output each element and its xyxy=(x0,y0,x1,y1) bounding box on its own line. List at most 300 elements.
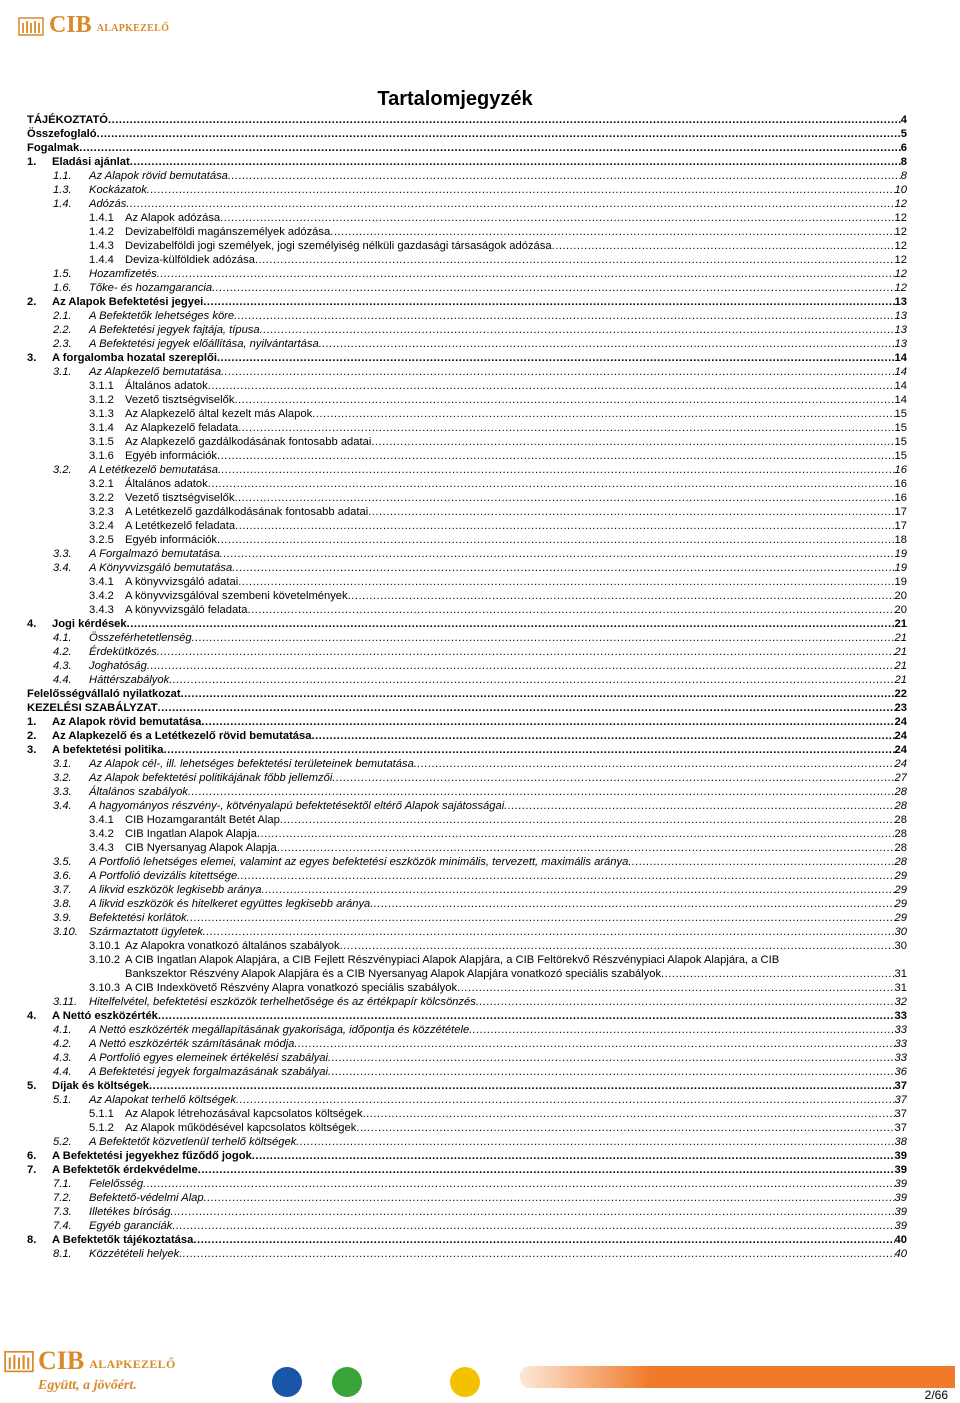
toc-entry-page: 36 xyxy=(894,1066,907,1078)
toc-entry-page: 12 xyxy=(894,282,907,294)
toc-leader-dots xyxy=(192,631,895,645)
toc-entry-page: 28 xyxy=(894,786,907,798)
toc-leader-dots xyxy=(469,1023,894,1037)
toc-entry-title: A Forgalmazó bemutatása xyxy=(89,548,220,560)
toc-leader-dots xyxy=(628,855,894,869)
toc-leader-dots xyxy=(220,547,895,561)
toc-leader-dots xyxy=(261,883,894,897)
toc-entry-title: Egyéb információk xyxy=(125,450,218,462)
toc-entry-number: 3.5. xyxy=(53,856,72,868)
toc-entry-title: Felelősség xyxy=(89,1178,144,1190)
toc-entry-number: 4.1. xyxy=(53,1024,72,1036)
toc-entry-title: Kockázatok xyxy=(89,184,147,196)
toc-leader-dots xyxy=(130,155,901,169)
toc-entry-number: 4.2. xyxy=(53,646,72,658)
toc-entry-page: 33 xyxy=(894,1038,907,1050)
toc-entry-page: 18 xyxy=(894,534,907,546)
toc-leader-dots xyxy=(220,211,894,225)
toc-entry-title-continued: Bankszektor Részvény Alapok Alapjára és a CIB Nyersanyag Alapok Alapjára vonatkozó speciális szabályok xyxy=(125,968,662,980)
toc-entry[interactable] xyxy=(27,183,907,197)
toc-entry-title: Általános adatok xyxy=(125,380,208,392)
toc-entry[interactable] xyxy=(27,1233,907,1247)
toc-entry-page: 20 xyxy=(894,604,907,616)
toc-entry[interactable] xyxy=(27,505,907,519)
toc-entry-title: A hagyományos részvény-, kötvényalapú befektetésektől eltérő Alapok sajátosságai xyxy=(89,800,505,812)
toc-entry-number: 3.4.2 xyxy=(89,828,114,840)
toc-leader-dots xyxy=(149,1079,895,1093)
toc-leader-dots xyxy=(457,981,894,995)
toc-entry-page: 30 xyxy=(894,940,907,952)
toc-leader-dots xyxy=(252,1149,895,1163)
toc-entry-number: 3.10.1 xyxy=(89,940,121,952)
toc-entry-title: Általános adatok xyxy=(125,478,208,490)
toc-entry-title: A Letétkezelő bemutatása xyxy=(89,464,218,476)
toc-entry-number: 3.4.1 xyxy=(89,576,114,588)
toc-entry-page: 39 xyxy=(894,1164,907,1176)
toc-entry[interactable] xyxy=(27,813,907,827)
toc-entry[interactable] xyxy=(27,673,907,687)
toc-entry[interactable] xyxy=(27,393,907,407)
toc-leader-dots xyxy=(238,421,894,435)
toc-entry-title: A CIB Indexkövető Részvény Alapra vonatkozó speciális szabályok xyxy=(125,982,458,994)
toc-entry[interactable] xyxy=(27,225,907,239)
toc-leader-dots xyxy=(328,1065,895,1079)
toc-entry-title: Az Alapok rövid bemutatása xyxy=(89,170,228,182)
toc-entry-number: 3.1. xyxy=(53,366,72,378)
toc-entry[interactable] xyxy=(27,631,907,645)
toc-entry-number: 3.1. xyxy=(53,758,72,770)
toc-entry-page: 8 xyxy=(900,170,907,182)
toc-entry-title: Az Alapkezelő és a Letétkezelő rövid bemutatása xyxy=(52,730,312,742)
toc-entry-continuation[interactable] xyxy=(27,967,907,981)
toc-entry-page: 4 xyxy=(900,114,907,126)
toc-entry-number: 4. xyxy=(27,618,37,630)
toc-entry[interactable] xyxy=(27,1023,907,1037)
toc-entry-page: 14 xyxy=(894,352,907,364)
toc-entry[interactable] xyxy=(27,1009,907,1023)
toc-entry-title: Az Alapkezelő feladata xyxy=(125,422,239,434)
toc-entry[interactable] xyxy=(27,743,907,757)
toc-entry-page: 15 xyxy=(894,436,907,448)
toc-leader-dots xyxy=(552,239,895,253)
toc-entry[interactable] xyxy=(27,253,907,267)
toc-entry-number: 2.3. xyxy=(53,338,72,350)
toc-leader-dots xyxy=(356,1121,894,1135)
toc-leader-dots xyxy=(332,771,894,785)
toc-leader-dots xyxy=(368,505,894,519)
blue-dot-decoration xyxy=(272,1367,302,1397)
toc-entry[interactable] xyxy=(27,1135,907,1149)
toc-entry[interactable] xyxy=(27,995,907,1009)
toc-leader-dots xyxy=(193,1233,894,1247)
toc-entry[interactable] xyxy=(27,589,907,603)
toc-entry-title: Közzétételi helyek xyxy=(89,1248,180,1260)
toc-leader-dots xyxy=(217,533,895,547)
toc-entry[interactable] xyxy=(27,547,907,561)
toc-entry-page: 8 xyxy=(900,156,907,168)
toc-entry-number: 1. xyxy=(27,716,37,728)
toc-leader-dots xyxy=(280,813,895,827)
toc-entry-page: 12 xyxy=(894,198,907,210)
toc-entry[interactable] xyxy=(27,1037,907,1051)
toc-entry-number: 3.3. xyxy=(53,786,72,798)
toc-entry-number: 3.1.3 xyxy=(89,408,114,420)
toc-entry-title: A Nettó eszközérték xyxy=(52,1010,158,1022)
toc-entry-number: 3.10. xyxy=(53,926,78,938)
toc-entry-page: 24 xyxy=(894,744,907,756)
toc-entry-title: A befektetési politika xyxy=(52,744,164,756)
toc-entry-number: 3.1.6 xyxy=(89,450,114,462)
toc-entry[interactable] xyxy=(27,883,907,897)
toc-entry-title: Háttérszabályok xyxy=(89,674,170,686)
toc-entry-page: 14 xyxy=(894,394,907,406)
toc-entry-page: 39 xyxy=(894,1178,907,1190)
toc-entry[interactable] xyxy=(27,519,907,533)
toc-entry-number: 7.3. xyxy=(53,1206,72,1218)
toc-leader-dots xyxy=(158,701,895,715)
toc-entry[interactable] xyxy=(27,491,907,505)
toc-entry-title: A CIB Ingatlan Alapok Alapjára, a CIB Fejlett Részvénypiaci Alapok Alapjára, a CIB Feltörekvő Részvénypiaci Alapok Alapjára, a CIB xyxy=(125,954,780,966)
toc-entry-page: 19 xyxy=(894,576,907,588)
toc-leader-dots xyxy=(201,715,894,729)
toc-entry[interactable] xyxy=(27,463,907,477)
toc-leader-dots xyxy=(208,477,895,491)
toc-leader-dots xyxy=(255,253,895,267)
toc-leader-dots xyxy=(164,743,895,757)
toc-entry-title: Deviza-külföldiek adózása xyxy=(125,254,255,266)
toc-entry-page: 17 xyxy=(894,520,907,532)
toc-leader-dots xyxy=(232,561,894,575)
toc-leader-dots xyxy=(311,729,894,743)
toc-entry[interactable] xyxy=(27,1191,907,1205)
toc-leader-dots xyxy=(147,183,895,197)
toc-entry-page: 31 xyxy=(894,982,907,994)
toc-entry-page: 24 xyxy=(894,716,907,728)
toc-entry-page: 19 xyxy=(894,562,907,574)
toc-entry-title: Az Alapok működésével kapcsolatos költségek xyxy=(125,1122,357,1134)
toc-entry[interactable] xyxy=(27,1107,907,1121)
toc-entry[interactable] xyxy=(27,309,907,323)
toc-entry-page: 21 xyxy=(894,660,907,672)
toc-entry-title: Vezető tisztségviselők xyxy=(125,492,235,504)
toc-entry[interactable] xyxy=(27,239,907,253)
toc-entry-page: 40 xyxy=(894,1248,907,1260)
toc-entry-title: A Befektetőt közvetlenül terhelő költségek xyxy=(89,1136,297,1148)
toc-entry-title: Felelősségvállaló nyilatkozat xyxy=(27,688,181,700)
toc-entry-number: 3.4.3 xyxy=(89,604,114,616)
toc-leader-dots xyxy=(330,225,894,239)
toc-entry-title: Jogi kérdések xyxy=(52,618,127,630)
toc-entry[interactable] xyxy=(27,407,907,421)
toc-entry-title: Devizabelföldi jogi személyek, jogi személyiség nélküli gazdasági társaságok adózása xyxy=(125,240,552,252)
toc-entry-page: 21 xyxy=(894,632,907,644)
footer-logo-subtext: ALAPKEZELŐ xyxy=(89,1356,176,1371)
toc-entry[interactable] xyxy=(27,561,907,575)
toc-entry[interactable] xyxy=(27,169,907,183)
toc-entry-page: 12 xyxy=(894,212,907,224)
toc-entry-title: Befektető-védelmi Alap xyxy=(89,1192,204,1204)
toc-entry-number: 3. xyxy=(27,352,37,364)
toc-entry[interactable] xyxy=(27,449,907,463)
toc-leader-dots xyxy=(172,1219,894,1233)
toc-entry[interactable] xyxy=(27,939,907,953)
toc-entry-title: Joghatóság xyxy=(89,660,147,672)
toc-entry[interactable] xyxy=(27,799,907,813)
toc-entry-page: 37 xyxy=(894,1094,907,1106)
toc-entry-number: 7.1. xyxy=(53,1178,72,1190)
toc-entry-number: 3.2.4 xyxy=(89,520,114,532)
toc-entry-title: Az Alapkezelő bemutatása xyxy=(89,366,222,378)
toc-entry-page: 28 xyxy=(894,842,907,854)
toc-entry-number: 3.2.3 xyxy=(89,506,114,518)
toc-entry-page: 27 xyxy=(894,772,907,784)
toc-entry-page: 5 xyxy=(900,128,907,140)
toc-entry[interactable] xyxy=(27,1177,907,1191)
toc-leader-dots xyxy=(371,435,894,449)
toc-entry[interactable] xyxy=(27,337,907,351)
toc-entry[interactable] xyxy=(27,113,907,127)
toc-entry[interactable] xyxy=(27,953,907,967)
toc-leader-dots xyxy=(179,1247,894,1261)
toc-leader-dots xyxy=(217,449,895,463)
toc-entry-page: 12 xyxy=(894,254,907,266)
toc-entry[interactable] xyxy=(27,897,907,911)
toc-entry[interactable] xyxy=(27,757,907,771)
toc-entry-page: 39 xyxy=(894,1220,907,1232)
toc-leader-dots xyxy=(340,939,895,953)
toc-entry[interactable] xyxy=(27,141,907,155)
toc-entry[interactable] xyxy=(27,1149,907,1163)
toc-leader-dots xyxy=(147,659,895,673)
toc-entry[interactable] xyxy=(27,785,907,799)
toc-entry[interactable] xyxy=(27,365,907,379)
toc-entry[interactable] xyxy=(27,351,907,365)
toc-leader-dots xyxy=(170,1205,894,1219)
toc-entry-title: A Befektetési jegyekhez fűződő jogok xyxy=(52,1150,252,1162)
toc-entry-title: Hitelfelvétel, befektetési eszközök terhelhetősége és az értékpapír kölcsönzés xyxy=(89,996,476,1008)
toc-entry-title: Az Alapkezelő által kezelt más Alapok xyxy=(125,408,313,420)
toc-leader-dots xyxy=(187,911,895,925)
toc-entry-number: 1.5. xyxy=(53,268,72,280)
toc-entry-page: 13 xyxy=(894,310,907,322)
toc-entry[interactable] xyxy=(27,1065,907,1079)
toc-entry[interactable] xyxy=(27,617,907,631)
toc-entry-page: 16 xyxy=(894,478,907,490)
toc-entry-title: A Befektetési jegyek előállítása, nyilvántartása xyxy=(89,338,319,350)
toc-entry-number: 3.4.2 xyxy=(89,590,114,602)
toc-entry-page: 12 xyxy=(894,268,907,280)
page-number: 2/66 xyxy=(924,1388,948,1402)
toc-entry[interactable] xyxy=(27,841,907,855)
toc-entry[interactable] xyxy=(27,701,907,715)
toc-entry-page: 31 xyxy=(894,968,907,980)
toc-entry-page: 6 xyxy=(900,142,907,154)
toc-entry-page: 39 xyxy=(894,1206,907,1218)
toc-entry-title: Adózás xyxy=(89,198,127,210)
toc-entry-page: 15 xyxy=(894,408,907,420)
toc-leader-dots xyxy=(328,1051,895,1065)
toc-entry-number: 1.1. xyxy=(53,170,72,182)
toc-entry-page: 12 xyxy=(894,226,907,238)
toc-entry[interactable] xyxy=(27,603,907,617)
toc-leader-dots xyxy=(157,267,895,281)
toc-entry-title: Fogalmak xyxy=(27,142,80,154)
toc-entry[interactable] xyxy=(27,155,907,169)
toc-leader-dots xyxy=(157,645,895,659)
toc-leader-dots xyxy=(476,995,895,1009)
footer-slogan: Együtt, a jövőért. xyxy=(38,1378,137,1393)
toc-entry-page: 21 xyxy=(894,674,907,686)
toc-entry-number: 7.4. xyxy=(53,1220,72,1232)
toc-entry[interactable] xyxy=(27,197,907,211)
cib-logo-icon xyxy=(18,15,44,37)
toc-entry[interactable] xyxy=(27,1163,907,1177)
toc-entry-number: 3.2. xyxy=(53,464,72,476)
toc-entry-title: Eladási ajánlat xyxy=(52,156,130,168)
toc-leader-dots xyxy=(370,897,894,911)
toc-entry[interactable] xyxy=(27,295,907,309)
toc-entry[interactable] xyxy=(27,1079,907,1093)
toc-entry-number: 3.1.5 xyxy=(89,436,114,448)
toc-leader-dots xyxy=(181,687,895,701)
toc-leader-dots xyxy=(235,519,894,533)
toc-entry-title: A Letétkezelő feladata xyxy=(125,520,236,532)
toc-leader-dots xyxy=(203,925,895,939)
toc-entry[interactable] xyxy=(27,659,907,673)
toc-entry[interactable] xyxy=(27,981,907,995)
footer-logo xyxy=(4,1346,176,1376)
toc-entry[interactable] xyxy=(27,323,907,337)
toc-entry-page: 13 xyxy=(894,324,907,336)
toc-entry-title: A Letétkezelő gazdálkodásának fontosabb adatai xyxy=(125,506,369,518)
toc-entry-number: 3.2.2 xyxy=(89,492,114,504)
toc-entry-title: Befektetési korlátok xyxy=(89,912,187,924)
toc-entry-page: 14 xyxy=(894,380,907,392)
toc-leader-dots xyxy=(97,127,901,141)
toc-entry-title: Illetékes bíróság xyxy=(89,1206,171,1218)
toc-entry[interactable] xyxy=(27,421,907,435)
toc-leader-dots xyxy=(158,1009,895,1023)
toc-entry[interactable] xyxy=(27,1093,907,1107)
toc-entry[interactable] xyxy=(27,729,907,743)
toc-entry-page: 24 xyxy=(894,730,907,742)
toc-entry-number: 6. xyxy=(27,1150,37,1162)
toc-leader-dots xyxy=(108,113,901,127)
orange-bar-decoration xyxy=(520,1366,955,1388)
toc-entry-number: 1.6. xyxy=(53,282,72,294)
toc-entry-page: 16 xyxy=(894,492,907,504)
toc-entry-page: 21 xyxy=(894,618,907,630)
toc-entry-title: Vezető tisztségviselők xyxy=(125,394,235,406)
toc-entry-title: A likvid eszközök legkisebb aránya xyxy=(89,884,262,896)
toc-entry[interactable] xyxy=(27,925,907,939)
toc-entry[interactable] xyxy=(27,687,907,701)
toc-entry-number: 3.2. xyxy=(53,772,72,784)
toc-entry[interactable] xyxy=(27,645,907,659)
toc-entry-number: 8. xyxy=(27,1234,37,1246)
toc-entry-page: 32 xyxy=(894,996,907,1008)
toc-entry[interactable] xyxy=(27,715,907,729)
toc-entry[interactable] xyxy=(27,1051,907,1065)
toc-leader-dots xyxy=(296,1135,894,1149)
toc-entry-title: Az Alapok Befektetési jegyei xyxy=(52,296,204,308)
toc-entry[interactable] xyxy=(27,1121,907,1135)
toc-leader-dots xyxy=(208,379,895,393)
toc-entry[interactable] xyxy=(27,435,907,449)
toc-entry[interactable] xyxy=(27,771,907,785)
toc-entry-number: 3.8. xyxy=(53,898,72,910)
toc-entry-title: A Portfolió egyes elemeinek értékelési szabályai xyxy=(89,1052,328,1064)
toc-leader-dots xyxy=(257,827,895,841)
toc-leader-dots xyxy=(238,575,894,589)
toc-entry-title: A könyvvizsgáló adatai xyxy=(125,576,239,588)
toc-entry[interactable] xyxy=(27,911,907,925)
toc-leader-dots xyxy=(319,337,895,351)
toc-entry[interactable] xyxy=(27,379,907,393)
toc-entry[interactable] xyxy=(27,1247,907,1261)
toc-entry-page: 13 xyxy=(894,338,907,350)
toc-entry-number: 8.1. xyxy=(53,1248,72,1260)
toc-entry[interactable] xyxy=(27,855,907,869)
toc-leader-dots xyxy=(312,407,894,421)
toc-leader-dots xyxy=(363,1107,895,1121)
toc-entry-number: 2. xyxy=(27,296,37,308)
toc-entry[interactable] xyxy=(27,869,907,883)
toc-leader-dots xyxy=(234,393,894,407)
toc-entry-title: CIB Ingatlan Alapok Alapja xyxy=(125,828,257,840)
toc-entry[interactable] xyxy=(27,533,907,547)
toc-leader-dots xyxy=(277,841,895,855)
toc-entry-number: 5.2. xyxy=(53,1136,72,1148)
toc-entry-title: Összefoglaló xyxy=(27,128,97,140)
toc-entry[interactable] xyxy=(27,1205,907,1219)
header-logo-subtext: ALAPKEZELŐ xyxy=(96,23,170,34)
toc-entry-page: 38 xyxy=(894,1136,907,1148)
toc-entry[interactable] xyxy=(27,267,907,281)
toc-leader-dots xyxy=(126,197,894,211)
toc-entry-number: 1. xyxy=(27,156,37,168)
toc-entry[interactable] xyxy=(27,211,907,225)
toc-entry[interactable] xyxy=(27,281,907,295)
toc-entry[interactable] xyxy=(27,127,907,141)
toc-entry-page: 28 xyxy=(894,800,907,812)
toc-entry[interactable] xyxy=(27,1219,907,1233)
toc-entry-title: A forgalomba hozatal szereplői xyxy=(52,352,217,364)
toc-entry-page: 29 xyxy=(894,884,907,896)
page-title: Tartalomjegyzék xyxy=(377,88,533,110)
toc-leader-dots xyxy=(221,365,894,379)
toc-leader-dots xyxy=(204,1191,895,1205)
toc-leader-dots xyxy=(79,141,901,155)
toc-leader-dots xyxy=(234,309,894,323)
toc-entry[interactable] xyxy=(27,575,907,589)
toc-entry-title: Az Alapok cél-, ill. lehetséges befektetési területeinek bemutatása xyxy=(89,758,414,770)
toc-entry-title: Az Alapok adózása xyxy=(125,212,221,224)
toc-entry-title: Az Alapkezelő gazdálkodásának fontosabb adatai xyxy=(125,436,372,448)
toc-entry[interactable] xyxy=(27,477,907,491)
toc-entry[interactable] xyxy=(27,827,907,841)
toc-entry-number: 4.1. xyxy=(53,632,72,644)
toc-entry-number: 2. xyxy=(27,730,37,742)
toc-entry-number: 5.1.1 xyxy=(89,1108,114,1120)
cib-logo-icon xyxy=(4,1348,34,1374)
toc-entry-title: A Portfolió devizális kitettsége xyxy=(89,870,238,882)
toc-entry-title: Az Alapok létrehozásával kapcsolatos költségek xyxy=(125,1108,363,1120)
toc-leader-dots xyxy=(217,351,895,365)
toc-entry-number: 1.4.3 xyxy=(89,240,114,252)
toc-entry-page: 14 xyxy=(894,366,907,378)
toc-entry-title: A könyvvizsgáló feladata xyxy=(125,604,248,616)
